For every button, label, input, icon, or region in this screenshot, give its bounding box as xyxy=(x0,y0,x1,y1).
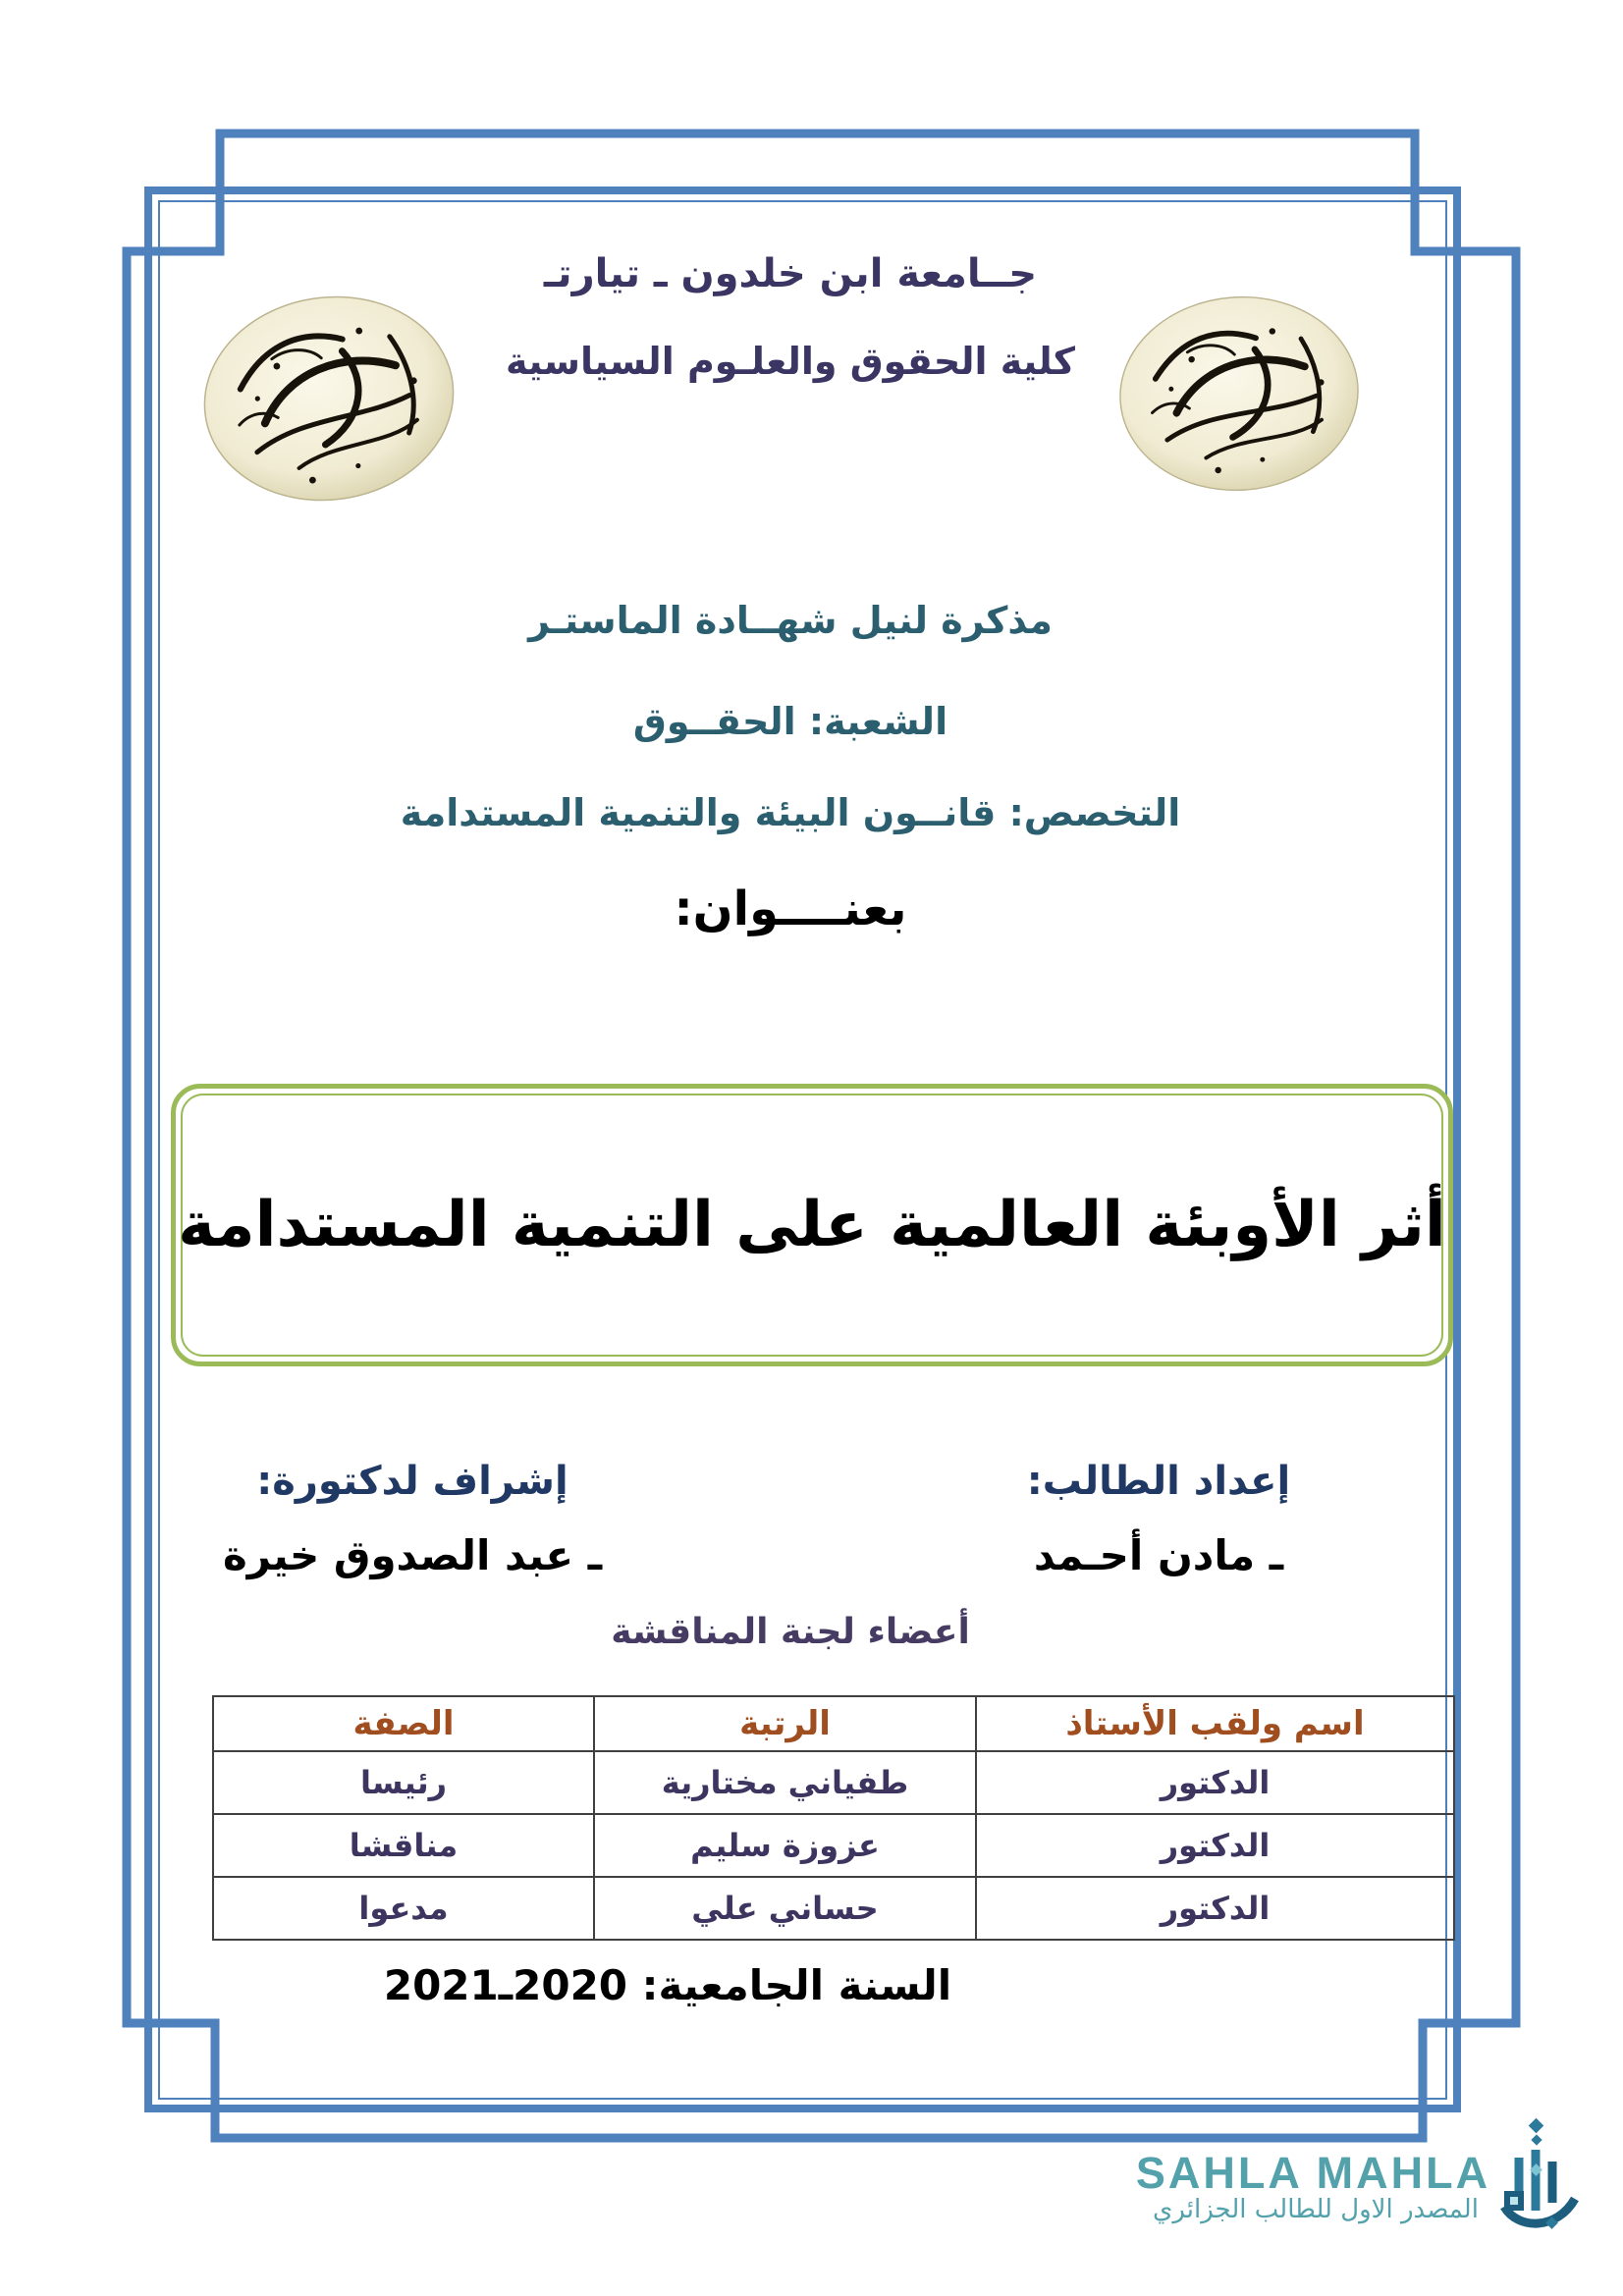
role-cell: مدعوا xyxy=(213,1877,594,1940)
committee-table xyxy=(212,1695,1455,1941)
professor-name-cell: حساني علي xyxy=(594,1877,976,1940)
student-name: ـ مادن أحـمد xyxy=(1033,1531,1284,1579)
memo-type-line: مذكرة لنيل شهــادة الماستـر xyxy=(528,599,1053,642)
professor-title-cell: الدكتور xyxy=(976,1751,1454,1814)
thesis-title: أثر الأوبئة العالمية على التنمية المستدامة xyxy=(178,1189,1446,1261)
prepared-by-block xyxy=(943,1459,1375,1579)
brand-slogan: المصدر الاول للطالب الجزائري xyxy=(1153,2195,1479,2224)
table-row xyxy=(213,1814,1454,1877)
supervisor-block xyxy=(182,1459,643,1579)
academic-year-line: السنة الجامعية: 2020ـ2021 xyxy=(383,1961,952,2009)
specialty-line: التخصص: قانــون البيئة والتنمية المستدامة xyxy=(400,791,1181,834)
university-seal-icon xyxy=(1110,285,1368,504)
supervisor-name: ـ عبد الصدوق خيرة xyxy=(222,1531,603,1579)
professor-name-cell: طفياني مختارية xyxy=(594,1751,976,1814)
professor-title-cell: الدكتور xyxy=(976,1877,1454,1940)
table-header-row xyxy=(213,1696,1454,1751)
professor-name-cell: عزوزة سليم xyxy=(594,1814,976,1877)
university-seal-icon xyxy=(189,278,470,519)
column-header-rank: الرتبة xyxy=(594,1696,976,1751)
branch-line: الشعبة: الحقــوق xyxy=(632,700,948,743)
table-row xyxy=(213,1751,1454,1814)
column-header-role: الصفة xyxy=(213,1696,594,1751)
role-cell: رئيسا xyxy=(213,1751,594,1814)
table-row xyxy=(213,1877,1454,1940)
titled-label: بعنــــوان: xyxy=(674,881,907,936)
title-box xyxy=(171,1084,1453,1366)
supervisor-label: إشراف لدكتورة: xyxy=(256,1459,568,1504)
title-box-inner-border xyxy=(178,1094,1446,1357)
professor-title-cell: الدكتور xyxy=(976,1814,1454,1877)
prepared-by-label: إعداد الطالب: xyxy=(1026,1459,1291,1504)
committee-heading: أعضاء لجنة المناقشة xyxy=(611,1612,970,1652)
brand-name: SAHLA MAHLA xyxy=(1135,2148,1491,2198)
column-header-professor: اسم ولقب الأستاذ xyxy=(976,1696,1454,1751)
faculty-name: كلية الحقوق والعلـوم السياسية xyxy=(506,340,1075,383)
calligraphy-emblem-icon xyxy=(1488,2116,1583,2236)
university-name: جــامعة ابن خلدون ـ تيارتـ xyxy=(543,251,1038,296)
role-cell: مناقشا xyxy=(213,1814,594,1877)
